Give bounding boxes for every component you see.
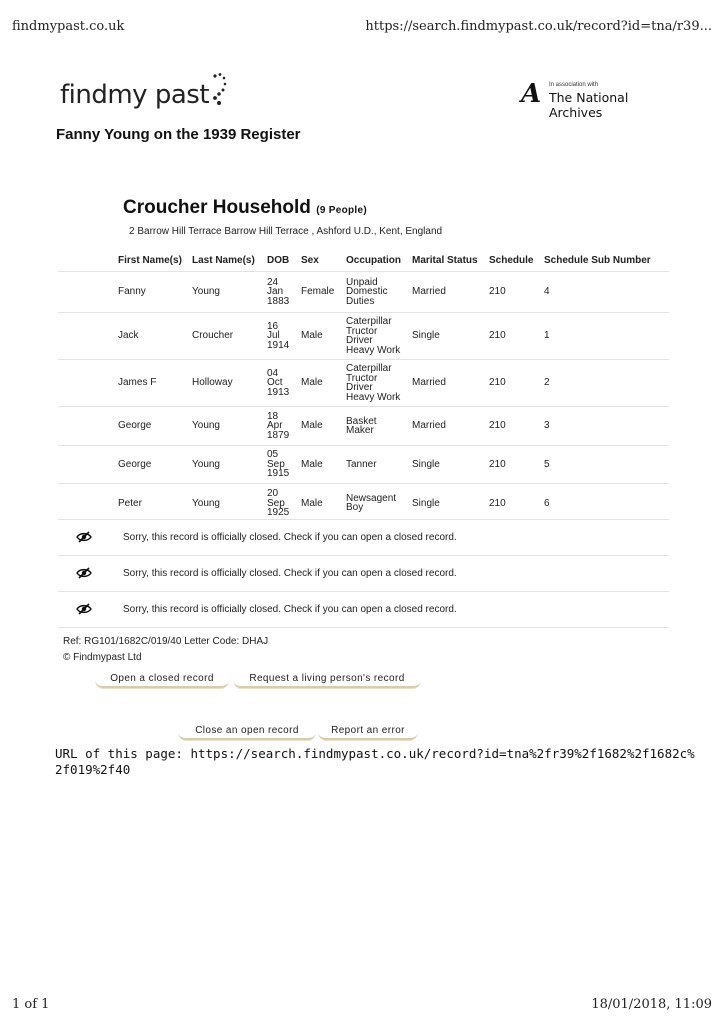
findmypast-logo[interactable] (60, 72, 227, 112)
table-body (58, 272, 669, 523)
cell-dob (267, 484, 301, 523)
cell-marital-status: Married (412, 360, 489, 407)
cell-schedule-sub-number: 2 (544, 360, 669, 407)
cell-dob-line: 1883 (267, 295, 290, 307)
cell-schedule: 210 (489, 407, 544, 446)
cell-sex: Male (301, 313, 346, 360)
row-spacer (58, 360, 118, 407)
cell-schedule-sub-number: 4 (544, 272, 669, 313)
table-header-row (58, 250, 669, 272)
header-schedule-sub-number: Schedule Sub Number (544, 255, 651, 266)
cell-dob-line: Sep (267, 458, 285, 470)
table-row (58, 360, 669, 407)
print-header-url: https://search.findmypast.co.uk/record?id=tna/r39... (365, 19, 712, 34)
household-address: 2 Barrow Hill Terrace Barrow Hill Terrace , Ashford U.D., Kent, England (129, 226, 443, 237)
closed-records-list (58, 519, 669, 628)
row-spacer (58, 484, 118, 523)
closed-record-message: Sorry, this record is officially closed. Check if you can open a closed record. (123, 568, 457, 579)
cell-first-name: James F (118, 360, 192, 407)
cell-schedule-sub-number: 1 (544, 313, 669, 360)
cell-dob (267, 446, 301, 484)
cell-sex: Male (301, 446, 346, 484)
cell-occupation-line: Driver (346, 382, 373, 393)
cell-occupation (346, 407, 412, 446)
table-header-spacer (58, 250, 118, 272)
cell-occupation (346, 360, 412, 407)
cell-occupation-line: Duties (346, 295, 375, 307)
cell-occupation-line: Driver (346, 335, 373, 346)
cell-last-name: Young (192, 407, 267, 446)
record-reference: Ref: RG101/1682C/019/40 Letter Code: DHAJ (63, 636, 269, 647)
cell-last-name: Holloway (192, 360, 267, 407)
header-occupation: Occupation (346, 255, 402, 266)
cell-occupation-line: Domestic (346, 286, 388, 298)
hidden-eye-icon (76, 531, 92, 546)
cell-occupation-line: Tructor (346, 372, 378, 384)
cell-occupation-line: Newsagent (346, 492, 397, 504)
cell-dob-line: 24 (267, 276, 279, 288)
cell-occupation-line: Tructor (346, 325, 378, 337)
cell-occupation (346, 446, 412, 484)
cell-occupation (346, 313, 412, 360)
cell-first-name: George (118, 446, 192, 484)
row-spacer (58, 313, 118, 360)
cell-occupation (346, 484, 412, 523)
header-first-name: First Name(s) (118, 255, 182, 266)
cell-schedule: 210 (489, 484, 544, 523)
print-footer-datetime: 18/01/2018, 11:09 (591, 997, 712, 1012)
cell-occupation-line: Boy (346, 502, 364, 514)
request-living-person-record-button[interactable]: Request a living person's record (233, 670, 421, 688)
cell-dob-line: 1879 (267, 429, 290, 441)
cell-first-name: Jack (118, 313, 192, 360)
cell-dob-line: Apr (267, 420, 283, 432)
cell-dob-line: 1913 (267, 386, 290, 398)
cell-dob-line: 16 (267, 320, 279, 332)
dots-icon (211, 72, 227, 106)
cell-marital-status: Single (412, 313, 489, 360)
row-spacer (58, 407, 118, 446)
household-table (58, 250, 669, 523)
table-row (58, 484, 669, 523)
closed-record-row (58, 591, 669, 628)
cell-last-name: Young (192, 272, 267, 313)
cell-schedule: 210 (489, 360, 544, 407)
cell-dob-line: Jan (267, 286, 284, 298)
table-row (58, 272, 669, 313)
cell-dob (267, 313, 301, 360)
closed-record-message: Sorry, this record is officially closed. Check if you can open a closed record. (123, 532, 457, 543)
tna-name: The National Archives (549, 90, 629, 120)
household-count: (9 People) (316, 205, 367, 216)
cell-last-name: Young (192, 484, 267, 523)
table-row (58, 446, 669, 484)
cell-occupation-line: Caterpillar (346, 316, 392, 327)
cell-schedule: 210 (489, 272, 544, 313)
header-marital-status: Marital Status (412, 255, 478, 266)
cell-marital-status: Married (412, 272, 489, 313)
cell-sex: Male (301, 484, 346, 523)
copyright-notice: © Findmypast Ltd (63, 652, 142, 663)
cell-schedule: 210 (489, 446, 544, 484)
table-row (58, 407, 669, 446)
cell-schedule-sub-number: 5 (544, 446, 669, 484)
cell-schedule-sub-number: 6 (544, 484, 669, 523)
print-footer-page: 1 of 1 (12, 997, 50, 1012)
header-dob: DOB (267, 255, 290, 266)
page-url-line: URL of this page: https://search.findmypast.co.uk/record?id=tna%2fr39%2f1682%2f1682c%2f019%2f40 (55, 746, 695, 777)
cell-first-name: Peter (118, 484, 192, 523)
cell-dob (267, 272, 301, 313)
cell-occupation (346, 272, 412, 313)
closed-record-row (58, 519, 669, 555)
header-sex: Sex (301, 255, 319, 266)
cell-occupation-line: Unpaid (346, 276, 378, 288)
hidden-eye-icon (76, 567, 92, 582)
cell-occupation-line: Maker (346, 425, 374, 436)
cell-occupation-line: Tanner (346, 458, 377, 470)
household-name: Croucher Household (123, 197, 311, 218)
cell-dob-line: 04 (267, 367, 279, 379)
hidden-eye-icon (76, 603, 92, 618)
row-spacer (58, 446, 118, 484)
cell-sex: Male (301, 360, 346, 407)
cell-dob-line: 1925 (267, 507, 290, 518)
cell-sex: Male (301, 407, 346, 446)
print-header-site: findmypast.co.uk (12, 19, 125, 34)
cell-occupation-line: Basket (346, 415, 377, 427)
cell-dob (267, 360, 301, 407)
cell-marital-status: Single (412, 446, 489, 484)
findmypast-wordmark: findmy past (60, 80, 210, 110)
cell-dob-line: 1914 (267, 339, 290, 351)
page-title: Fanny Young on the 1939 Register (56, 126, 301, 143)
national-archives-logo[interactable] (521, 79, 681, 120)
cell-dob-line: 20 (267, 488, 279, 499)
cell-occupation-line: Heavy Work (346, 344, 401, 356)
cell-dob (267, 407, 301, 446)
table-row (58, 313, 669, 360)
tna-association-text: In association with (549, 82, 599, 88)
cell-occupation-line: Heavy Work (346, 391, 401, 403)
cell-occupation-line: Caterpillar (346, 363, 392, 374)
cell-first-name: George (118, 407, 192, 446)
cell-dob-line: Oct (267, 377, 283, 389)
row-spacer (58, 272, 118, 313)
header-schedule: Schedule (489, 255, 534, 266)
report-error-button[interactable]: Report an error (318, 722, 418, 740)
close-open-record-button[interactable]: Close an open record (178, 722, 316, 740)
cell-marital-status: Married (412, 407, 489, 446)
cell-dob-line: Sep (267, 497, 285, 509)
cell-last-name: Croucher (192, 313, 267, 360)
cell-sex: Female (301, 272, 346, 313)
cell-schedule-sub-number: 3 (544, 407, 669, 446)
header-last-name: Last Name(s) (192, 255, 255, 266)
open-closed-record-button[interactable]: Open a closed record (95, 670, 229, 688)
cell-last-name: Young (192, 446, 267, 484)
cell-marital-status: Single (412, 484, 489, 523)
household-title (123, 197, 367, 219)
cell-first-name: Fanny (118, 272, 192, 313)
cell-dob-line: 18 (267, 410, 279, 422)
cell-dob-line: 05 (267, 449, 279, 461)
cell-dob-line: Jul (267, 330, 280, 342)
closed-record-message: Sorry, this record is officially closed. Check if you can open a closed record. (123, 604, 457, 615)
cell-dob-line: 1915 (267, 468, 290, 480)
tna-letter-icon: A (521, 79, 542, 109)
closed-record-row (58, 555, 669, 591)
cell-schedule: 210 (489, 313, 544, 360)
